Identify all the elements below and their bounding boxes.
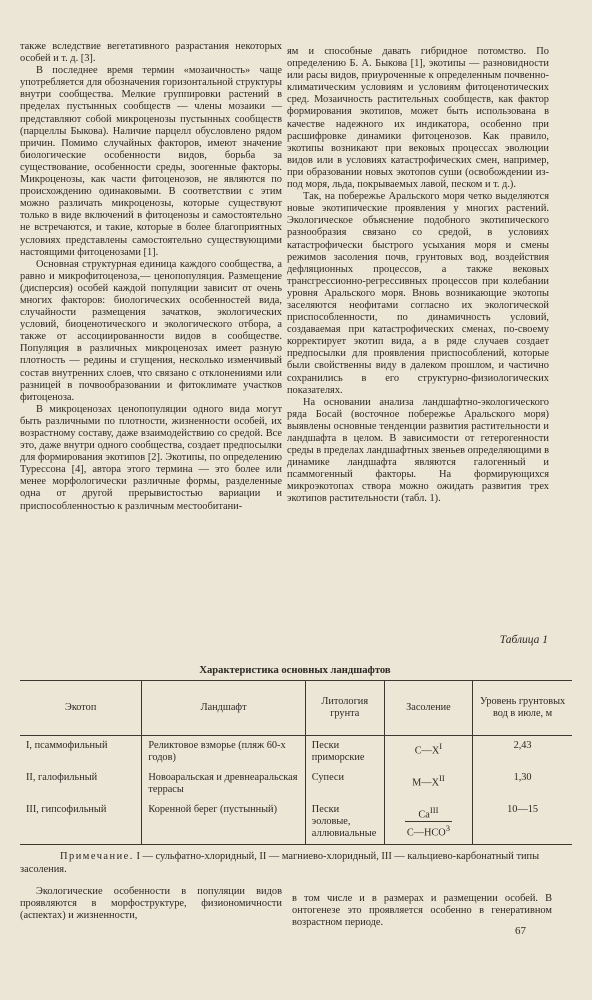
note-lead: Примечание. <box>60 851 134 862</box>
table-heading: Характеристика основных ландшафтов <box>199 665 391 676</box>
salinity-fraction <box>405 804 452 840</box>
cell-landscape: Реликтовое взморье (пляж 60-х годов) <box>142 736 305 769</box>
column-header: Экотоп <box>20 681 142 736</box>
cell-groundwater-level: 10—15 <box>473 800 572 845</box>
numerator-text: Ca <box>418 809 430 821</box>
left-text-column <box>20 41 282 513</box>
table-row <box>20 800 572 845</box>
bottom-left-column <box>20 886 282 922</box>
paragraph: также вследствие вегетативного разрастания некоторых особей и т. д. [3]. <box>20 41 282 65</box>
table-row <box>20 768 572 800</box>
landscape-characteristics-table <box>20 680 572 845</box>
denominator-superscript: 3 <box>445 823 451 834</box>
column-header: Засоление <box>384 681 472 736</box>
cell-lithology: Пески приморские <box>305 736 384 769</box>
paragraph: ям и способные давать гибридное потомство. По определению Б. А. Быкова [1], экотипы — разновидности или расы видов, приуроченные к определенным почвенно-климатическим условиям и условиям фитоценотических сред. Мозаичность растительных сообществ, как фактор формирования экотипов, может быть использована в качестве надежного их индикатора, особенно при расшифровке динамики фитоценозов. Как правило, экотипы возникают при вековых процессах эволюции видов или в условиях катастрофических смен, например, при образовании новых экотопов суши (освобождении из-под моря, льда, покрываемых лавой, песком и т. д.). <box>287 46 549 191</box>
cell-landscape: Новоаральская и древнеаральская террасы <box>142 768 305 800</box>
paragraph: в том числе и в размерах и размещении особей. В онтогенезе это проявляется особенно в генеративном возрастном периоде. <box>292 893 552 929</box>
cell-salinity <box>384 736 472 769</box>
column-header: Литология грунта <box>305 681 384 736</box>
numerator-superscript: III <box>429 805 439 815</box>
cell-lithology: Пески эоловые, аллювиальные <box>305 800 384 845</box>
salinity-formula: М—X <box>412 777 440 789</box>
paragraph: На основании анализа ландшафтно-экологического ряда Босай (восточное побережье Аральского моря) выявлены основные тенденции развития растительности и ландшафта в целом. В зависимости от гетерогенности среды в пределах ландшафтных звеньев определяющими в динамике ландшафта являются галогенный и псаммогенный факторы. На формирующихся микроэкотопах створа можно ожидать развития трех экотипов растительности (табл. 1). <box>287 396 549 505</box>
cell-ecotop: II, галофильный <box>26 772 98 783</box>
cell-lithology: Супеси <box>305 768 384 800</box>
cell-salinity <box>384 800 472 845</box>
table-row <box>20 736 572 769</box>
column-header: Уровень грунтовых вод в июле, м <box>473 681 572 736</box>
cell-salinity <box>384 768 472 800</box>
cell-ecotop: III, гипсофильный <box>20 800 142 845</box>
salinity-superscript: II <box>439 773 445 783</box>
paragraph: Экологические особенности в популяции видов проявляются в морфоструктуре, физиономичности (аспектах) и жизненности, <box>20 886 282 922</box>
paragraph: В микроценозах ценопопуляции одного вида могут быть различными по плотности, жизненности особей, их возрастному составу, даже взаимодействию со средой. Все это, даже внутри одного сообщества, создает предпосылки для формирования экотипов [2]. Экотипы, по определению Турессона [4], автора этого термина — это более или менее морфологически различные формы, разделенные одна от другой прерывистостью вариации и приспособленностью к различным местообитани- <box>20 403 282 512</box>
paragraph: Основная структурная единица каждого сообщества, а равно и микрофитоценоза,— ценопопуляция. Размещение (дисперсия) особей каждой популяции зависит от очень многих факторов: биологических особенностей вида, случайности размещения зачатков, экологических условий, биоценотического и экологического отбора, а также от ассоциированности видов в сообществе. Популяция в различных микроценозах имеет разную плотность — редины и сгущения, несколько изменчивый состав внутренних слоев, что связано с отклонениями или разницей в почвообразовании и фитоклимате участков фитоценоза. <box>20 258 282 403</box>
salinity-superscript: I <box>439 741 443 751</box>
cell-groundwater-level: 2,43 <box>473 736 572 769</box>
cell-ecotop: I, псаммофильный <box>26 740 108 751</box>
table-header-row <box>20 681 572 736</box>
table-note <box>20 850 570 876</box>
fraction-denominator <box>405 822 452 839</box>
note-text: I — сульфатно-хлоридный, II — магниево-хлоридный, III — кальциево-карбонатный типы засоления. <box>20 851 540 875</box>
page-number: 67 <box>515 925 526 937</box>
salinity-formula: С—X <box>414 745 440 757</box>
fraction-numerator <box>405 804 452 822</box>
table-number: Таблица 1 <box>499 634 548 646</box>
denominator-text: C—HCO <box>406 827 446 839</box>
column-header: Ландшафт <box>142 681 305 736</box>
bottom-right-column <box>292 893 552 929</box>
cell-groundwater-level: 1,30 <box>473 768 572 800</box>
paragraph: Так, на побережье Аральского моря четко выделяются новые экотипические проявления у многих растений. Экологическое объяснение подобного экотипического разнообразия связано со средой, в условиях катастрофически быстрого усыхания моря и смены режимов засоления почв, грунтовых вод, воздействия дефляционных процессов, а также вековых трансгрессионно-регрессивных процессов при колебании уровня Аральского моря. Вновь возникающие экотопы заселяются неофитами согласно их экологической приспособленности, по динамичность условий, создаваемая при катастрофических сменах, по-своему корректирует экотип вида, а в ряде случаев создает предпосылки для проявления приспособлений, которые были свойственны виду в далеком прошлом, и частично сохранились в его структурно-физиологических показателях. <box>287 191 549 396</box>
right-text-column <box>287 46 549 506</box>
paragraph: В последнее время термин «мозаичность» чаще употребляется для обозначения горизонтальной структуры внутри сообщества. Мелкие группировки растений в пределах пустынных сообществ — члены мозаики — представляют собой микроценозы пустынных сообществ (парцеллы Быкова). Наличие парцелл обусловлено рядом причин. Помимо случайных факторов, имеют значение биологические особенности видов, борьба за существование, особенности среды, зоогенные факторы. Микроценозы, как части фитоценозов, не являются по происхождению одинаковыми. В соответствии с этим можно различать микроценозы, которые существуют только в виде включений в фитоценозы и самостоятельно не встречаются, и такие, которые в более благоприятных условиях представлены самостоятельно существующими настоящими фитоценозами [1]. <box>20 65 282 258</box>
cell-landscape: Коренной берег (пустынный) <box>142 800 305 845</box>
